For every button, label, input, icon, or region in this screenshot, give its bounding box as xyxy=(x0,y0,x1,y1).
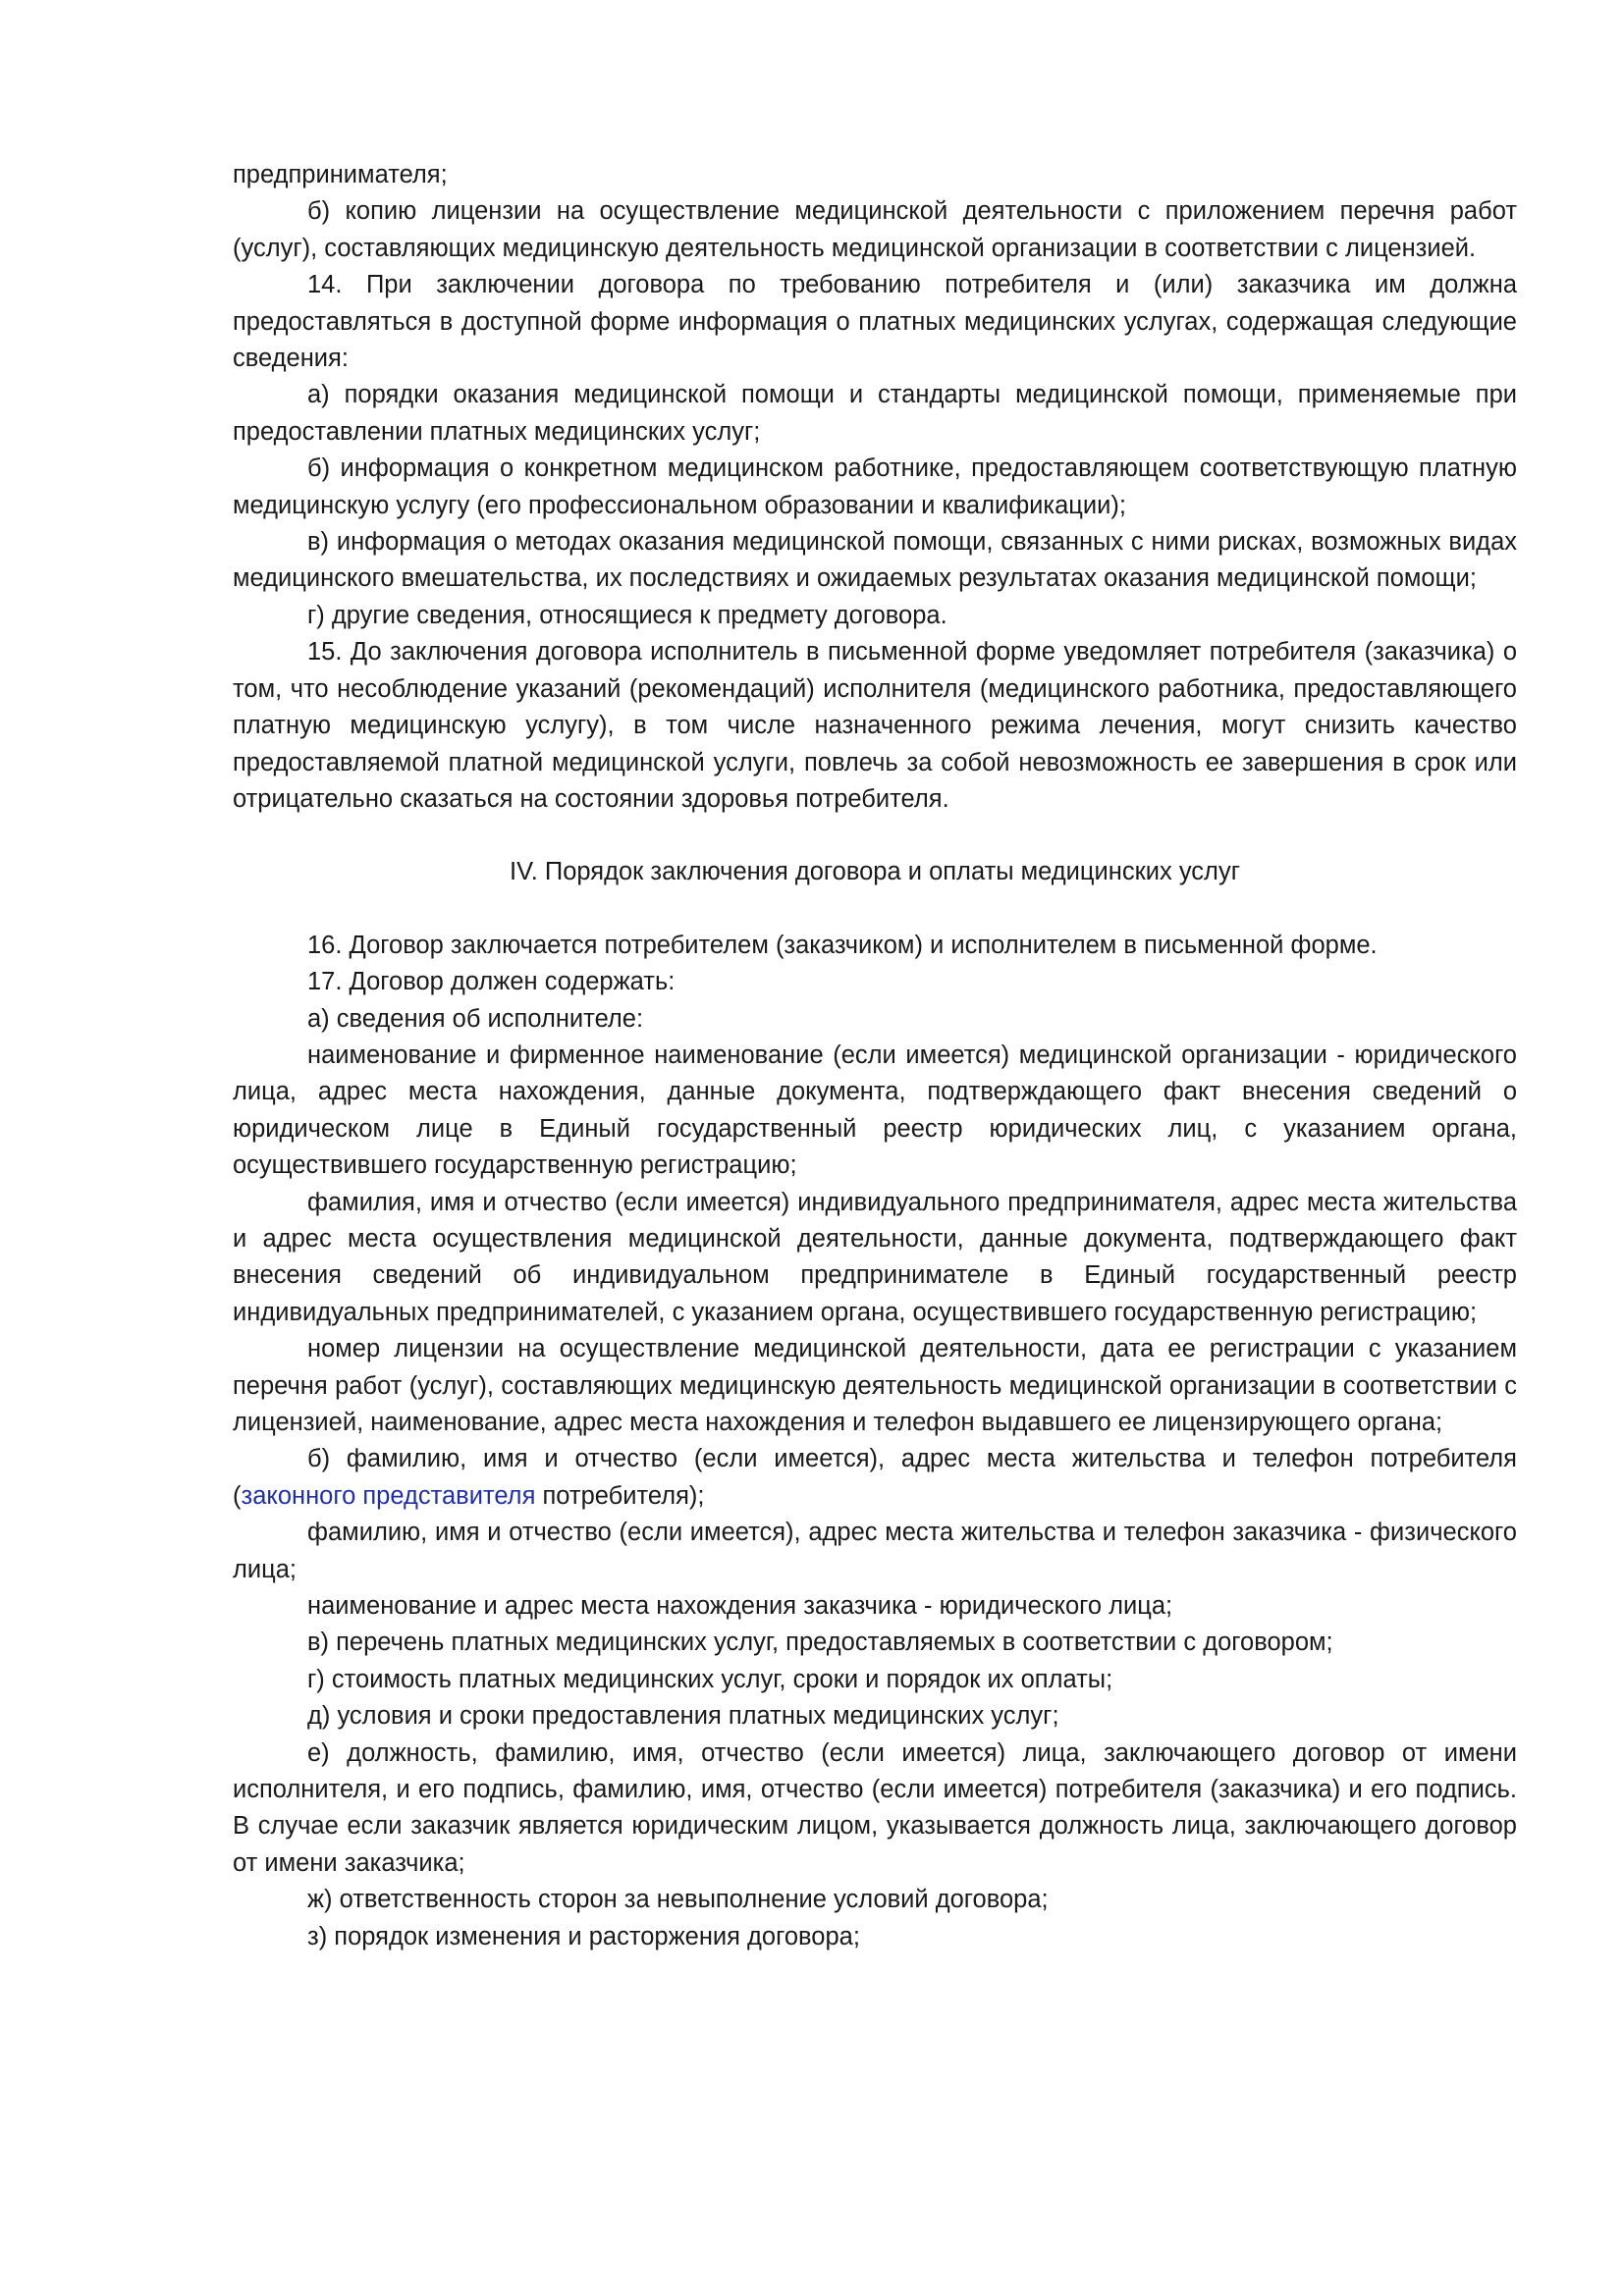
paragraph-text-before-link: б) фамилию, имя и отчество (если имеется), адрес места жительства и телефон потребителя ( xyxy=(233,1445,1517,1510)
paragraph: наименование и адрес места нахождения заказчика - юридического лица; xyxy=(307,1592,1173,1621)
paragraph: 14. При заключении договора по требованию потребителя и (или) заказчика им должна предоставляться в доступной форме информация о платных медицинских услугах, содержащая следующие сведения: xyxy=(233,271,1517,373)
paragraph: б) копию лицензии на осуществление медицинской деятельности с приложением перечня работ (услуг), составляющих медицинскую деятельность медицинской организации в соответствии с лицензией. xyxy=(233,197,1517,262)
paragraph: фамилия, имя и отчество (если имеется) индивидуального предпринимателя, адрес места жительства и адрес места осуществления медицинской деятельности, данные документа, подтверждающего факт внесения сведений об индивидуальном предпринимателе в Единый государственный реестр индивидуальных предпринимателей, с указанием органа, осуществившего государственную регистрацию; xyxy=(233,1188,1517,1326)
paragraph: г) другие сведения, относящиеся к предмету договора. xyxy=(307,601,947,629)
paragraph: а) порядки оказания медицинской помощи и стандарты медицинской помощи, применяемые при предоставлении платных медицинских услуг; xyxy=(233,381,1517,446)
paragraph: 15. До заключения договора исполнитель в письменной форме уведомляет потребителя (заказчика) о том, что несоблюдение указаний (рекомендаций) исполнителя (медицинского работника, предоставляющего платную медицинскую услугу), в том числе назначенного режима лечения, могут снизить качество предоставляемой платной медицинской услуги, повлечь за собой невозможность ее завершения в срок или отрицательно сказаться на состоянии здоровья потребителя. xyxy=(233,638,1517,813)
paragraph: д) условия и сроки предоставления платных медицинских услуг; xyxy=(307,1702,1059,1731)
paragraph: 16. Договор заключается потребителем (заказчиком) и исполнителем в письменной форме. xyxy=(307,931,1378,959)
paragraph-with-link xyxy=(233,1441,1517,1515)
paragraph: ж) ответственность сторон за невыполнение условий договора; xyxy=(307,1886,1049,1914)
paragraph: в) информация о методах оказания медицинской помощи, связанных с ними рисках, возможных видах медицинского вмешательства, их последствиях и ожидаемых результатах оказания медицинской помощи; xyxy=(233,528,1517,593)
legal-representative-link[interactable]: законного представителя xyxy=(241,1481,536,1510)
section-heading: IV. Порядок заключения договора и оплаты медицинских услуг xyxy=(509,858,1240,886)
paragraph: г) стоимость платных медицинских услуг, сроки и порядок их оплаты; xyxy=(307,1665,1113,1693)
paragraph: номер лицензии на осуществление медицинской деятельности, дата ее регистрации с указанием перечня работ (услуг), составляющих медицинскую деятельность медицинской организации в соответствии с лицензией, наименование, адрес места нахождения и телефон выдавшего ее лицензирующего органа; xyxy=(233,1335,1517,1436)
document-page xyxy=(233,157,1517,1955)
paragraph: е) должность, фамилию, имя, отчество (если имеется) лица, заключающего договор от имени исполнителя, и его подпись, фамилию, имя, отчество (если имеется) потребителя (заказчика) и его подпись. В случае если заказчик является юридическим лицом, указывается должность лица, заключающего договор от имени заказчика; xyxy=(233,1738,1517,1877)
paragraph: фамилию, имя и отчество (если имеется), адрес места жительства и телефон заказчика - физического лица; xyxy=(233,1519,1517,1583)
paragraph: в) перечень платных медицинских услуг, предоставляемых в соответствии с договором; xyxy=(307,1629,1333,1657)
paragraph: а) сведения об исполнителе: xyxy=(307,1004,644,1033)
paragraph: предпринимателя; xyxy=(233,161,448,188)
paragraph: 17. Договор должен содержать: xyxy=(307,968,676,996)
paragraph: з) порядок изменения и расторжения договора; xyxy=(307,1922,860,1950)
paragraph: б) информация о конкретном медицинском работнике, предоставляющем соответствующую платную медицинскую услугу (его профессиональном образовании и квалификации); xyxy=(233,454,1517,519)
paragraph-text-after-link: потребителя); xyxy=(535,1481,705,1510)
paragraph: наименование и фирменное наименование (если имеется) медицинской организации - юридического лица, адрес места нахождения, данные документа, подтверждающего факт внесения сведений о юридическом лице в Единый государственный реестр юридических лиц, с указанием органа, осуществившего государственную регистрацию; xyxy=(233,1041,1517,1180)
